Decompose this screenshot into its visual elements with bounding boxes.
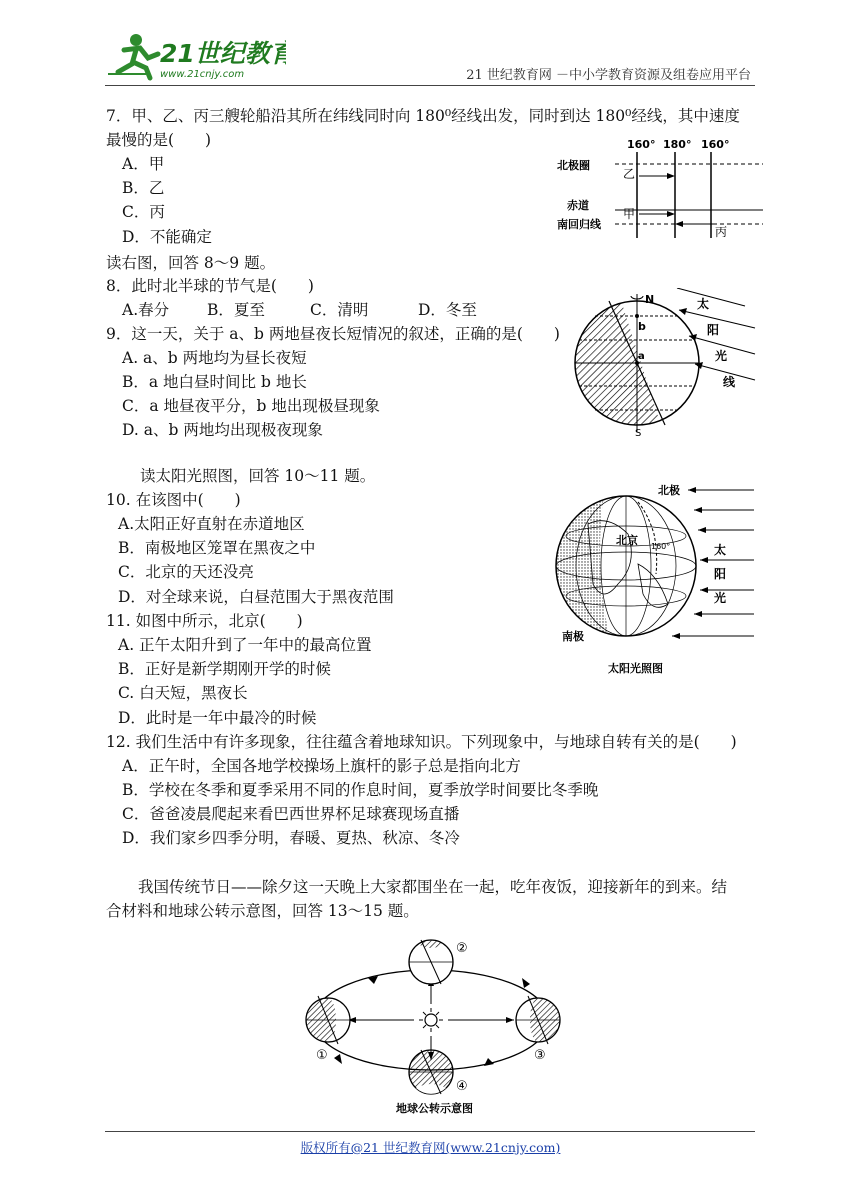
svg-text:b: b xyxy=(638,320,646,333)
q10-option-a: A.太阳正好直射在赤道地区 xyxy=(118,515,305,533)
q7-stem-line1: 7．甲、乙、丙三艘轮船沿其所在纬线同时向 180⁰经线出发，同时到达 180⁰经线，其中速度 xyxy=(106,107,740,125)
svg-text:N: N xyxy=(645,293,655,306)
q10-option-d: D．对全球来说，白昼范围大于黑夜范围 xyxy=(118,588,394,606)
q7-option-c: C．丙 xyxy=(122,203,165,221)
q12-option-a: A．正午时，全国各地学校操场上旗杆的影子总是指向北方 xyxy=(122,757,521,775)
intro-13-15-line2: 合材料和地球公转示意图，回答 13～15 题。 xyxy=(106,902,419,920)
svg-text:北极: 北极 xyxy=(658,484,680,497)
logo-url: www.21cnjy.com xyxy=(160,69,245,80)
svg-text:①: ① xyxy=(316,1048,328,1063)
intro-13-15-line1: 我国传统节日——除夕这一天晚上大家都围坐在一起，吃年夜饭，迎接新年的到来。结 xyxy=(138,878,728,896)
sun-icon xyxy=(419,1008,443,1032)
svg-text:太: 太 xyxy=(697,297,710,311)
site-name: 21 世纪教育网 －中小学教育资源及组卷应用平台 xyxy=(466,68,751,83)
q10-stem: 10. 在该图中( ) xyxy=(106,491,241,509)
header-rule xyxy=(105,85,755,86)
svg-text:S: S xyxy=(635,428,642,438)
logo-text: 21世纪教育 xyxy=(160,39,286,68)
q11-option-a: A. 正午太阳升到了一年中的最高位置 xyxy=(118,636,372,654)
q10-option-c: C．北京的天还没亮 xyxy=(118,563,254,581)
intro-8-9: 读右图，回答 8～9 题。 xyxy=(106,254,276,272)
q8-option-c: C．清明 xyxy=(310,301,369,319)
svg-text:甲: 甲 xyxy=(623,207,636,221)
svg-text:丙: 丙 xyxy=(715,225,728,239)
runner-icon xyxy=(108,34,158,78)
q9-option-d: D. a、b 两地均出现极夜现象 xyxy=(122,421,323,439)
site-logo xyxy=(106,28,286,84)
q8-option-a: A.春分 xyxy=(122,301,170,319)
footer-rule xyxy=(105,1131,755,1132)
svg-text:北京: 北京 xyxy=(616,534,638,547)
q7-stem-line2: 最慢的是( ) xyxy=(106,131,212,149)
q11-option-c: C. 白天短，黑夜长 xyxy=(118,684,248,702)
svg-text:160°: 160° xyxy=(701,138,730,151)
svg-text:南极: 南极 xyxy=(562,630,584,643)
q9-stem: 9．这一天，关于 a、b 两地昼夜长短情况的叙述，正确的是( ) xyxy=(106,325,560,343)
q12-option-c: C．爸爸凌晨爬起来看巴西世界杯足球赛现场直播 xyxy=(122,805,460,823)
intro-10-11: 读太阳光照图，回答 10～11 题。 xyxy=(140,467,376,485)
svg-text:光: 光 xyxy=(714,591,727,605)
svg-text:阳: 阳 xyxy=(707,323,720,337)
q7-option-b: B．乙 xyxy=(122,179,165,197)
q11-option-d: D．此时是一年中最冷的时候 xyxy=(118,709,317,727)
svg-text:乙: 乙 xyxy=(623,167,636,181)
q9-option-a: A. a、b 两地均为昼长夜短 xyxy=(122,349,307,367)
q10-option-b: B．南极地区笼罩在黑夜之中 xyxy=(118,539,316,557)
svg-text:④: ④ xyxy=(456,1079,468,1094)
q12-option-d: D．我们家乡四季分明，春暖、夏热、秋凉、冬冷 xyxy=(122,829,460,847)
svg-text:180°: 180° xyxy=(663,138,692,151)
svg-text:南回归线: 南回归线 xyxy=(557,218,601,231)
q8-option-d: D．冬至 xyxy=(418,301,477,319)
svg-text:地球公转示意图: 地球公转示意图 xyxy=(396,1102,473,1115)
svg-text:a: a xyxy=(638,351,645,362)
q8-stem: 8．此时北半球的节气是( ) xyxy=(106,277,314,295)
svg-text:太阳光照图: 太阳光照图 xyxy=(608,662,663,675)
svg-text:阳: 阳 xyxy=(714,567,727,581)
q8-option-b: B．夏至 xyxy=(207,301,265,319)
copyright-link[interactable]: 版权所有@21 世纪教育网(www.21cnjy.com) xyxy=(300,1140,561,1155)
svg-text:光: 光 xyxy=(715,349,728,363)
q12-option-b: B．学校在冬季和夏季采用不同的作息时间，夏季放学时间要比冬季晚 xyxy=(122,781,599,799)
sunlight-illumination-figure xyxy=(548,474,758,688)
svg-text:北极圈: 北极圈 xyxy=(557,159,590,172)
q9-option-b: B．a 地白昼时间比 b 地长 xyxy=(122,373,307,391)
svg-text:太: 太 xyxy=(714,543,727,557)
earth-illumination-figure xyxy=(565,288,760,442)
svg-text:160°: 160° xyxy=(651,542,671,551)
svg-text:③: ③ xyxy=(534,1048,546,1063)
q9-option-c: C．a 地昼夜平分，b 地出现极昼现象 xyxy=(122,397,380,415)
q7-option-a: A．甲 xyxy=(122,155,165,173)
svg-text:赤道: 赤道 xyxy=(567,199,589,212)
svg-text:线: 线 xyxy=(723,375,736,389)
q11-stem: 11. 如图中所示，北京( ) xyxy=(106,612,303,630)
svg-text:②: ② xyxy=(456,941,468,956)
q12-stem: 12. 我们生活中有许多现象，往往蕴含着地球知识。下列现象中，与地球自转有关的是( ) xyxy=(106,733,737,751)
latitude-ships-figure xyxy=(555,132,765,246)
q11-option-b: B．正好是新学期刚开学的时候 xyxy=(118,660,331,678)
q7-option-d: D．不能确定 xyxy=(122,228,212,246)
earth-revolution-figure xyxy=(298,932,568,1121)
svg-text:160°: 160° xyxy=(627,138,656,151)
